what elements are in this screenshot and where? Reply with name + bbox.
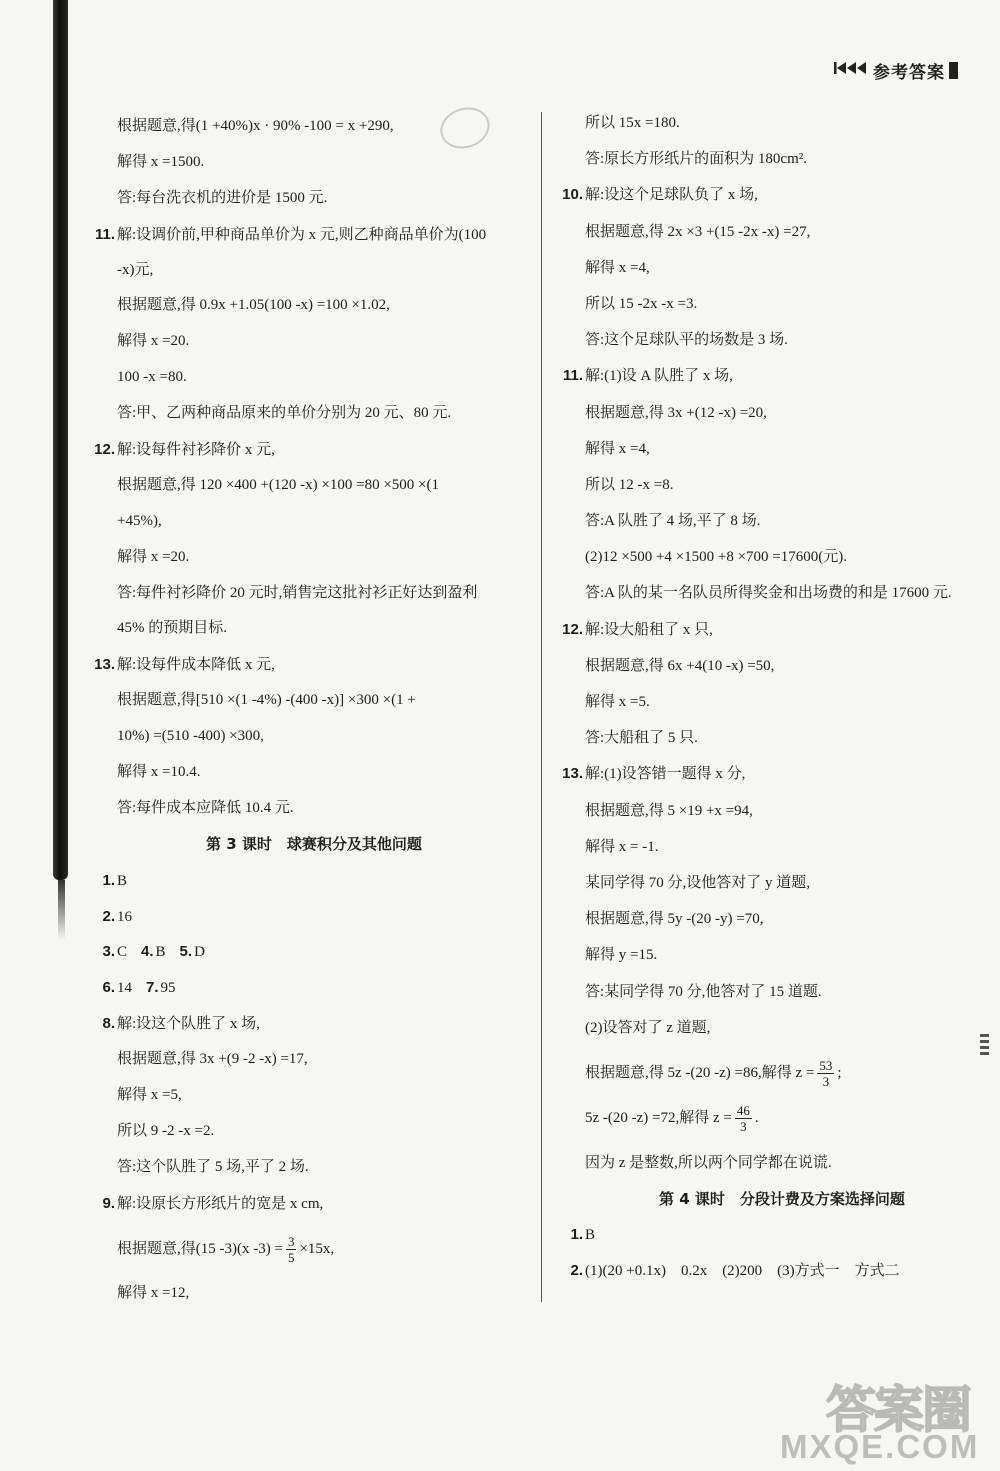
line-text: 答:原长方形纸片的面积为 180cm².	[585, 151, 807, 168]
answer-line	[90, 432, 538, 468]
question-number: 11.	[94, 225, 115, 243]
rewind-arrows-icon	[833, 60, 869, 81]
answer-line	[558, 539, 986, 575]
answer-text: C	[117, 944, 128, 961]
line-text: 解得 x =4,	[585, 259, 650, 276]
line-text: 解得 y =15.	[585, 947, 658, 964]
line-text: 解得 x =4,	[585, 440, 650, 457]
line-text: (2)12 ×500 +4 ×1500 +8 ×700 =17600(元).	[585, 549, 847, 566]
scan-binding-shadow	[53, 0, 68, 880]
fraction-denominator: 3	[740, 1118, 747, 1134]
answer-line	[90, 719, 538, 755]
line-text: 45% 的预期目标.	[117, 620, 227, 637]
line-text: 解:设每件衬衫降价 x 元,	[117, 442, 275, 459]
question-number: 13.	[562, 765, 583, 783]
answer-item	[132, 980, 176, 996]
answer-line	[558, 575, 986, 611]
answer-line	[90, 647, 538, 683]
line-text: 答:A 队的某一名队员所得奖金和出场费的和是 17600 元.	[585, 585, 952, 602]
answer-line	[558, 793, 986, 829]
question-number: 6.	[102, 979, 115, 997]
answer-line	[90, 1042, 538, 1078]
answer-line	[558, 1145, 986, 1181]
answer-line	[90, 1231, 538, 1267]
fraction	[817, 1058, 834, 1089]
answer-line	[90, 611, 538, 647]
line-text: 答:某同学得 70 分,他答对了 15 道题.	[585, 983, 822, 1000]
answer-line	[90, 576, 538, 612]
header-block-mark	[949, 62, 958, 79]
answer-line	[558, 1055, 986, 1091]
answer-line	[558, 322, 986, 358]
line-text: 解:设调价前,甲种商品单价为 x 元,则乙种商品单价为(100	[117, 226, 487, 243]
line-text: 解得 x =20.	[117, 548, 190, 565]
answer-line	[558, 250, 986, 286]
answer-line	[558, 720, 986, 756]
answer-line	[558, 648, 986, 684]
line-text: 根据题意,得 120 ×400 +(120 -x) ×100 =80 ×500 ×(1	[117, 476, 439, 493]
line-text: 5z -(20 -z) =72,解得 z =	[585, 1109, 732, 1126]
answer-line	[558, 467, 986, 503]
answer-line	[90, 109, 538, 145]
answer-line	[558, 1010, 986, 1046]
answer-line	[90, 396, 538, 432]
line-text: 根据题意,得 3x +(9 -2 -x) =17,	[117, 1051, 308, 1068]
answer-line	[558, 1217, 986, 1253]
answer-line	[90, 863, 538, 899]
answer-line	[558, 286, 986, 322]
answer-line	[90, 1276, 538, 1312]
line-text: 答:这个足球队平的场数是 3 场.	[585, 332, 788, 349]
answer-line	[558, 901, 986, 937]
answer-line	[558, 1253, 986, 1289]
answer-line	[90, 934, 538, 970]
watermark-logo: 答案圈	[826, 1381, 970, 1439]
section-title: 参考答案	[873, 62, 945, 83]
fraction-numerator: 53	[819, 1057, 833, 1073]
line-text: 解得 x =5.	[585, 694, 650, 710]
line-text: 解得 x =5,	[117, 1087, 182, 1104]
page-edge-mark	[980, 1040, 989, 1043]
question-number: 12.	[562, 620, 583, 638]
page-header	[833, 58, 958, 82]
line-text: 100 -x =80.	[117, 369, 187, 386]
answer-line	[90, 145, 538, 181]
line-text: 所以 9 -2 -x =2.	[117, 1122, 215, 1139]
line-text: 根据题意,得[510 ×(1 -4%) -(400 -x)] ×300 ×(1 +	[117, 692, 416, 709]
line-text: 解:(1)设答错一题得 x 分,	[585, 766, 746, 783]
line-text: 所以 12 -x =8.	[585, 476, 674, 493]
line-text: 根据题意,得 3x +(12 -x) =20,	[585, 404, 767, 421]
answer-line	[558, 141, 986, 177]
answer-line	[558, 214, 986, 250]
line-text: 解:(1)设 A 队胜了 x 场,	[585, 368, 733, 385]
answer-line	[558, 503, 986, 539]
line-text: 解:设原长方形纸片的宽是 x cm,	[117, 1195, 324, 1212]
answer-text: 95	[160, 980, 176, 997]
line-text: 解:设每件成本降低 x 元,	[117, 657, 275, 674]
line-text: 答:A 队胜了 4 场,平了 8 场.	[585, 513, 761, 530]
line-text: 答:甲、乙两种商品原来的单价分别为 20 元、80 元.	[117, 405, 452, 422]
answer-line	[90, 755, 538, 791]
answer-item	[166, 944, 205, 960]
answer-line	[558, 105, 986, 141]
line-text: 10%) =(510 -400) ×300,	[117, 728, 264, 745]
answer-line	[90, 468, 538, 504]
fraction-numerator: 46	[736, 1102, 750, 1118]
line-text: 16	[117, 908, 132, 925]
line-text: 答:大船租了 5 只.	[585, 730, 698, 747]
fraction-denominator: 5	[287, 1249, 295, 1265]
question-number: 1.	[570, 1226, 583, 1244]
answer-line	[90, 1150, 538, 1186]
question-number: 9.	[102, 1194, 115, 1212]
answer-line	[90, 181, 538, 217]
line-text: 解:设这个足球队负了 x 场,	[585, 187, 758, 204]
answer-line	[90, 540, 538, 576]
line-text: 根据题意,得 2x ×3 +(15 -2x -x) =27,	[585, 223, 811, 240]
left-column	[90, 109, 538, 1312]
answer-item	[90, 944, 127, 960]
answer-line	[90, 1186, 538, 1222]
right-column	[558, 105, 986, 1290]
line-text: 根据题意,得 6x +4(10 -x) =50,	[585, 657, 775, 674]
answer-text: 14	[117, 980, 132, 997]
line-text: 答:每件衬衫降价 20 元时,销售完这批衬衫正好达到盈利	[117, 584, 478, 601]
line-text: 解得 x =1500.	[117, 153, 205, 170]
answer-line	[558, 358, 986, 394]
line-text: -x)元,	[117, 261, 154, 278]
question-number: 2.	[570, 1262, 583, 1280]
answer-line	[90, 504, 538, 540]
fraction	[286, 1234, 297, 1265]
question-number: 10.	[562, 186, 583, 204]
line-text: 解得 x = -1.	[585, 838, 659, 855]
line-text: 解:设大船租了 x 只,	[585, 621, 713, 638]
answer-line	[558, 684, 986, 720]
question-number: 11.	[562, 367, 583, 385]
line-text: 根据题意,得(15 -3)(x -3) =	[117, 1240, 283, 1257]
question-number: 2.	[102, 907, 115, 925]
line-text: +45%),	[117, 512, 162, 529]
line-text: 根据题意,得(1 +40%)x · 90% -100 = x +290,	[117, 118, 394, 134]
line-text: (1)(20 +0.1x) 0.2x (2)200 (3)方式一 方式二	[585, 1263, 900, 1280]
question-number: 12.	[94, 441, 115, 459]
question-number: 5.	[179, 943, 193, 961]
answer-line	[90, 253, 538, 289]
question-number: 4.	[141, 943, 154, 961]
line-text: 答:每件成本应降低 10.4 元.	[117, 799, 294, 816]
answer-line	[90, 360, 538, 396]
line-text: 根据题意,得 5y -(20 -y) =70,	[585, 911, 764, 928]
line-text: B	[585, 1227, 596, 1244]
answer-line	[90, 1114, 538, 1150]
answer-line	[558, 395, 986, 431]
answer-text: B	[155, 944, 166, 961]
answer-line	[90, 217, 538, 253]
question-number: 3.	[102, 943, 115, 961]
question-number: 8.	[102, 1015, 115, 1033]
page-edge-mark	[980, 1034, 989, 1037]
answer-item	[90, 980, 132, 996]
answer-line	[558, 829, 986, 865]
line-text: 根据题意,得 5z -(20 -z) =86,解得 z =	[585, 1064, 815, 1081]
answer-line	[558, 431, 986, 467]
answer-line	[90, 899, 538, 935]
line-text: 某同学得 70 分,设他答对了 y 道题,	[585, 874, 811, 891]
page-edge-mark	[980, 1046, 989, 1049]
question-number: 7.	[146, 979, 159, 997]
answer-line	[558, 937, 986, 973]
line-text: 解得 x =12,	[117, 1284, 190, 1301]
page-edge-mark	[980, 1052, 989, 1055]
line-text: 解得 x =10.4.	[117, 764, 201, 781]
line-text: ×15x,	[299, 1240, 335, 1257]
answer-line	[558, 177, 986, 213]
line-text: .	[754, 1109, 759, 1126]
answer-line	[558, 756, 986, 792]
line-text: 解:设这个队胜了 x 场,	[117, 1016, 260, 1033]
question-number: 13.	[94, 656, 115, 674]
section-heading: 第 3 课时 球赛积分及其他问题	[206, 834, 422, 853]
answer-line	[90, 683, 538, 719]
answer-line	[558, 1100, 986, 1136]
answer-line	[558, 865, 986, 901]
line-text: 答:这个队胜了 5 场,平了 2 场.	[117, 1158, 309, 1175]
answer-text: D	[194, 944, 205, 961]
line-text: 答:每台洗衣机的进价是 1500 元.	[117, 189, 328, 206]
answer-line	[90, 324, 538, 360]
answer-line	[558, 974, 986, 1010]
watermark-site: MXQE.COM	[780, 1428, 980, 1465]
answer-line	[558, 612, 986, 648]
answer-line	[90, 791, 538, 827]
fraction-denominator: 3	[822, 1073, 830, 1089]
answer-line	[90, 288, 538, 324]
question-number: 1.	[102, 871, 115, 889]
line-text: (2)设答对了 z 道题,	[585, 1019, 711, 1036]
answer-line	[90, 1006, 538, 1042]
line-text: 所以 15x =180.	[585, 115, 680, 131]
line-text: 根据题意,得 5 ×19 +x =94,	[585, 802, 753, 819]
column-divider	[541, 112, 542, 1302]
answer-item	[127, 944, 166, 960]
line-text: B	[117, 872, 128, 889]
line-text: 根据题意,得 0.9x +1.05(100 -x) =100 ×1.02,	[117, 297, 390, 314]
answer-line	[90, 1078, 538, 1114]
answer-line	[90, 970, 538, 1006]
section-heading: 第 4 课时 分段计费及方案选择问题	[659, 1190, 905, 1209]
line-text: 因为 z 是整数,所以两个同学都在说谎.	[585, 1154, 832, 1171]
line-text: 所以 15 -2x -x =3.	[585, 295, 698, 312]
scan-binding-shadow-tail	[58, 880, 65, 940]
fraction-numerator: 3	[287, 1233, 295, 1249]
line-text: 解得 x =20.	[117, 333, 190, 350]
fraction	[735, 1103, 752, 1134]
line-text: ;	[837, 1064, 842, 1081]
